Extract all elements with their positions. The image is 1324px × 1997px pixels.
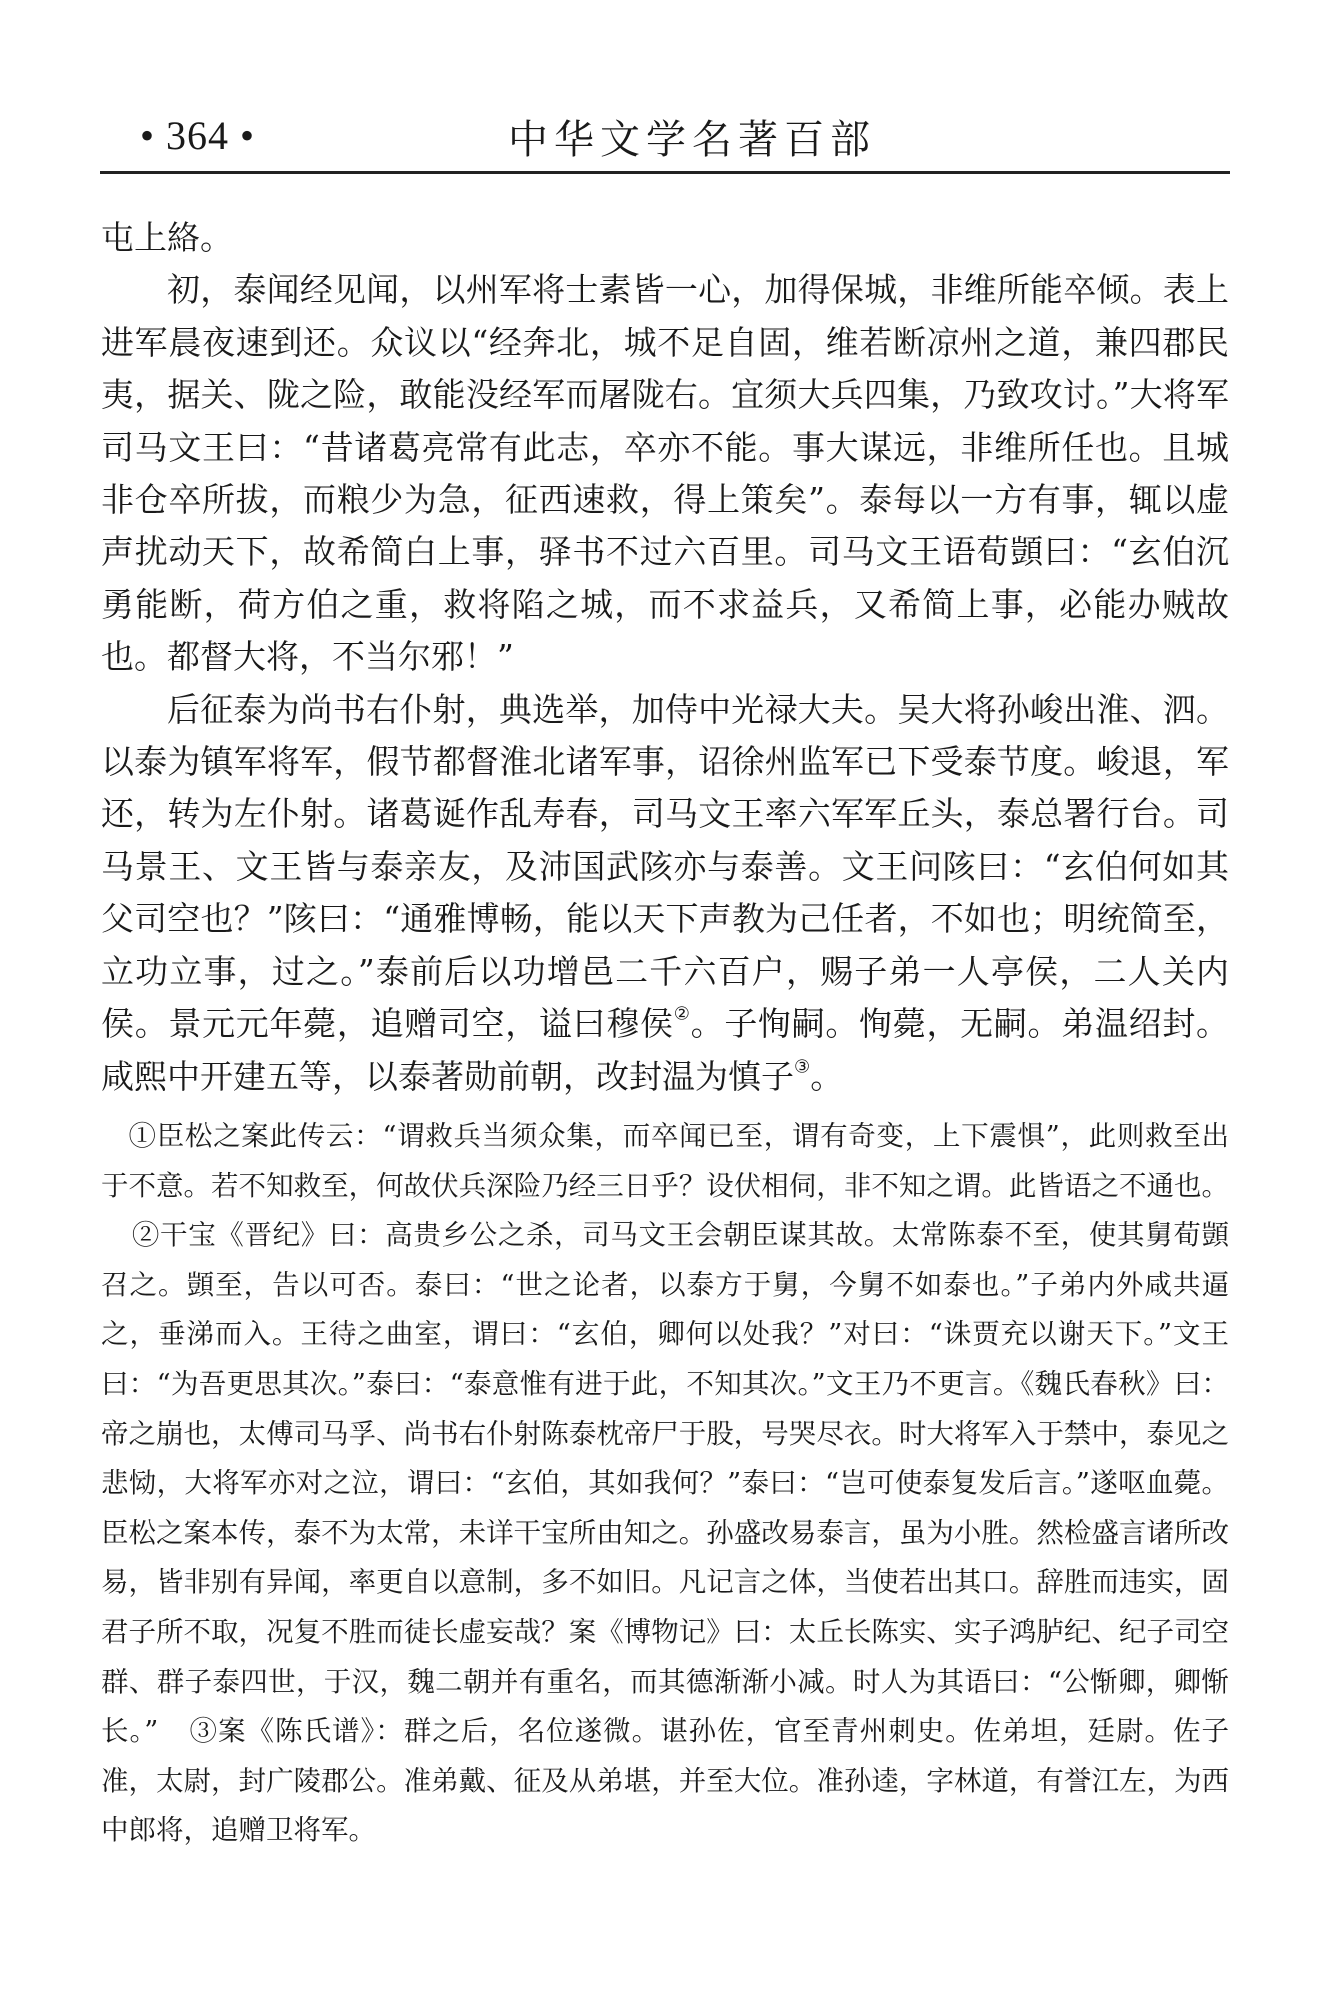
paragraph bbox=[101, 684, 1229, 1103]
page-number: • 364 • bbox=[140, 113, 256, 158]
main-text bbox=[101, 212, 1229, 1103]
book-title: 中华文学名著百部 bbox=[508, 117, 876, 163]
annotations bbox=[101, 1112, 1229, 1856]
paragraph: 初，泰闻经见闻，以州军将士素皆一心，加得保城，非维所能卒倾。表上进军晨夜速到还。众议以“经奔北，城不足自固，维若断凉州之道，兼四郡民夷，据关、陇之险，敢能没经军而屠陇右。宜须大兵四集，乃致攻讨。”大将军司马文王曰：“昔诸葛亮常有此志，卒亦不能。事大谋远，非维所任也。且城非仓卒所拔，而粮少为急，征西速救，得上策矣”。泰每以一方有事，辄以虚声扰动天下，故希简白上事，驿书不过六百里。司马文王语荀顗曰：“玄伯沉勇能断，荷方伯之重，救将陷之城，而不求益兵，又希简上事，必能办贼故也。都督大将，不当尔邪！” bbox=[101, 270, 1229, 677]
header-rule bbox=[100, 171, 1230, 174]
annotation-block bbox=[101, 1112, 1229, 1856]
annotation-2: ②干宝《晋纪》曰：高贵乡公之杀，司马文王会朝臣谋其故。太常陈泰不至，使其舅荀顗召之。顗至，告以可否。泰曰：“世之论者，以泰方于舅，今舅不如泰也。”子弟内外咸共逼之，垂涕而入。王待之曲室，谓曰：“玄伯，卿何以处我？”对曰：“诛贾充以谢天下。”文王曰：“为吾更思其次。”泰曰：“泰意惟有进于此，不知其次。”文王乃不更言。《魏氏春秋》曰：帝之崩也，太傅司马孚、尚书右仆射陈泰枕帝尸于股，号哭尽衣。时大将军入于禁中，泰见之悲恸，大将军亦对之泣，谓曰：“玄伯，其如我何？”泰曰：“岂可使泰复发后言。”遂呕血薨。臣松之案本传，泰不为太常，未详干宝所由知之。孙盛改易泰言，虽为小胜。然检盛言诸所改易，皆非别有异闻，率更自以意制，多不如旧。凡记言之体，当使若出其口。辞胜而违实，固君子所不取，况复不胜而徒长虚妄哉？案《博物记》曰：太丘长陈实、实子鸿胪纪、纪子司空群、群子泰四世，于汉，魏二朝并有重名，而其德渐渐小减。时人为其语曰：“公惭卿，卿惭长。” bbox=[101, 1219, 1229, 1748]
footnote-marker: ③ bbox=[794, 1056, 811, 1078]
annotation-3: ③案《陈氏谱》：群之后，名位遂微。谌孙佐，官至青州刺史。佐弟坦，廷尉。佐子准，太尉，封广陵郡公。准弟戴、征及从弟堪，并至大位。准孙逵，字林道，有誉江左，为西中郎将，追赠卫将军。 bbox=[101, 1715, 1229, 1847]
paragraph-continuation: 屯上絡。 bbox=[101, 218, 233, 257]
paragraph-text: 。子恂嗣。恂薨，无嗣。弟温绍封。咸熙中开建五等，以泰著勋前朝，改封温为慎子 bbox=[101, 1004, 1230, 1096]
paragraph-text: 后征泰为尚书右仆射，典选举，加侍中光禄大夫。吴大将孙峻出淮、泗。以泰为镇军将军，假节都督淮北诸军事，诏徐州监军已下受泰节度。峻退，军还，转为左仆射。诸葛诞作乱寿春，司马文王率六军军丘头，泰总署行台。司马景王、文王皆与泰亲友，及沛国武陔亦与泰善。文王问陔曰：“玄伯何如其父司空也？”陔曰：“通雅博畅，能以天下声教为己任者，不如也；明统简至，立功立事，过之。”泰前后以功增邑二千六百户，赐子弟一人亭侯，二人关内侯。景元元年薨，追赠司空，谥曰穆侯 bbox=[101, 689, 1229, 1044]
paragraph-text: 。 bbox=[810, 1056, 844, 1096]
running-header bbox=[100, 108, 1230, 170]
annotation-1: ①臣松之案此传云：“谓救兵当须众集，而卒闻已至，谓有奇变，上下震惧”，此则救至出于不意。若不知救至，何故伏兵深险乃经三日乎？设伏相伺，非不知之谓。此皆语之不通也。 bbox=[101, 1120, 1229, 1202]
footnote-marker: ② bbox=[673, 1003, 691, 1025]
